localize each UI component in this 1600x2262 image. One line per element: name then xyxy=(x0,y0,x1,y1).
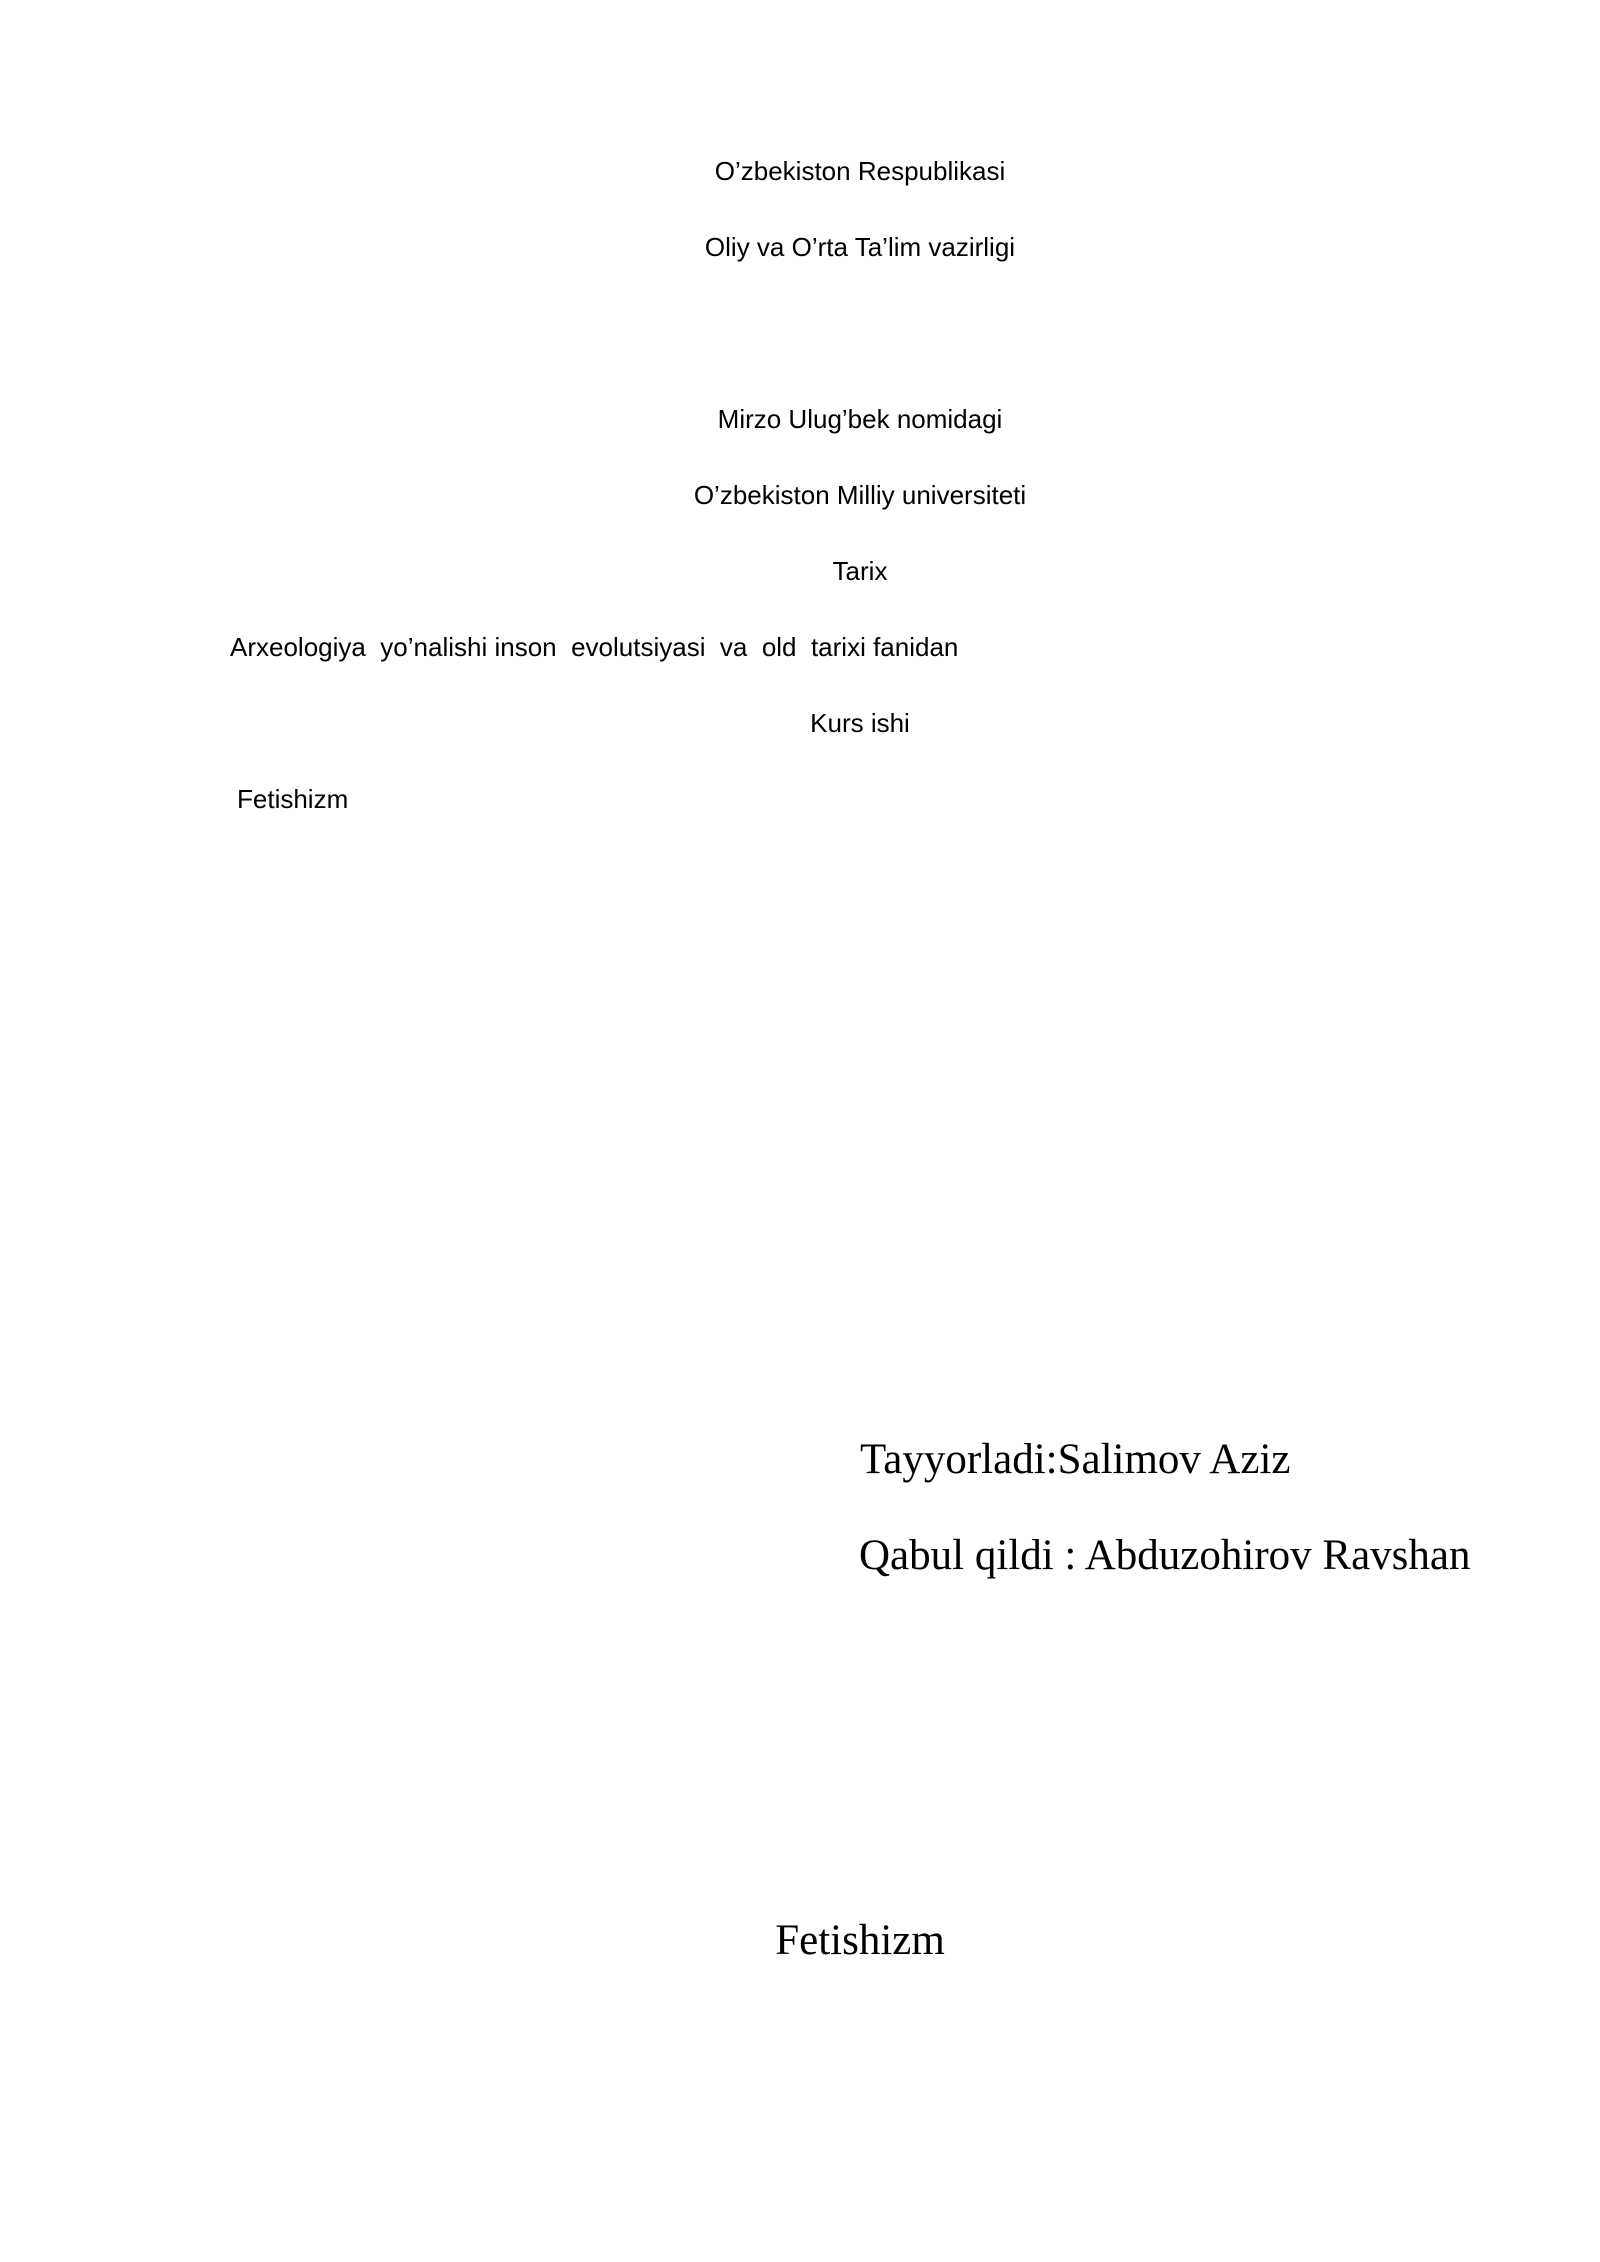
topic-small: Fetishizm xyxy=(237,784,349,814)
accepted-by: Qabul qildi : Abduzohirov Ravshan xyxy=(859,1532,1471,1579)
direction-line: Arxeologiya yo’nalishi inson evolutsiyasi va old tarixi fanidan xyxy=(230,632,959,662)
republic-heading: O’zbekiston Respublikasi xyxy=(714,156,1006,186)
work-type-line: Kurs ishi xyxy=(810,708,910,738)
university-heading: O’zbekiston Milliy universiteti xyxy=(693,480,1027,510)
ministry-heading: Oliy va O’rta Ta’lim vazirligi xyxy=(704,232,1016,262)
prepared-by: Tayyorladi:Salimov Aziz xyxy=(860,1436,1291,1483)
topic-large: Fetishizm xyxy=(775,1917,945,1964)
named-after-line: Mirzo Ulug’bek nomidagi xyxy=(717,404,1003,434)
faculty-line: Tarix xyxy=(832,556,888,586)
